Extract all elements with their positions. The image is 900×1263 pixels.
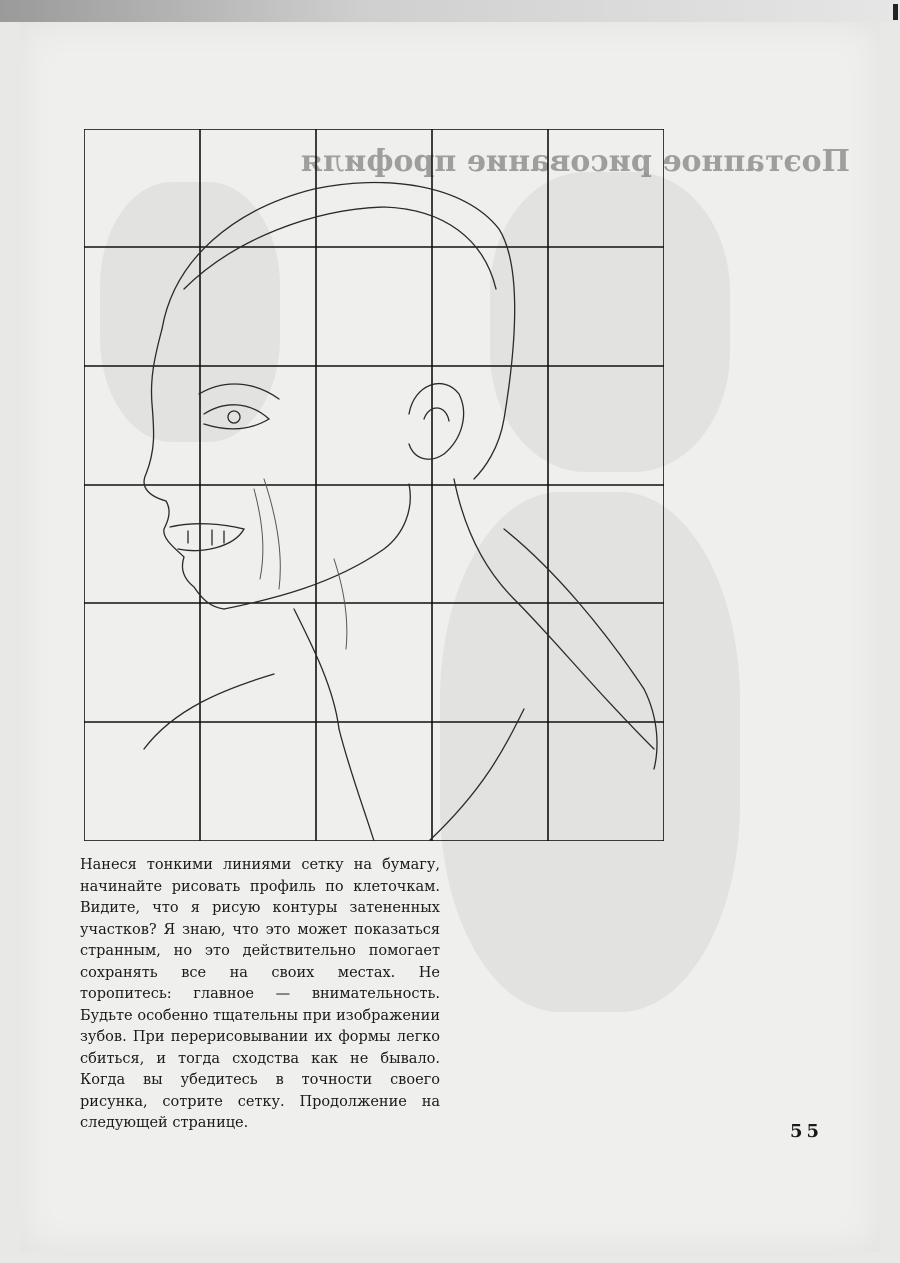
face-profile — [144, 329, 224, 609]
mouth — [170, 524, 244, 551]
body-paragraph: Нанеся тонкими линиями сетку на бумагу, начинайте рисовать профиль по клеточкам. Видите, что я рисую контуры затененных участков? Я знаю, что это может показаться странным, но это действительно помогает сохранять все на своих местах. Не торопитесь: главное — внимательность. Будьте особенно тщательны при изображении зубов. При перерисовывании их формы легко сбиться, и тогда сходства как не бывало. Когда вы убедитесь в точности своего рисунка, сотрите сетку. Продолжение на следующей странице. — [80, 857, 440, 1131]
eye — [204, 405, 269, 429]
page-number: 55 — [790, 1121, 824, 1142]
shoulder-left — [144, 674, 274, 749]
hair-line — [184, 207, 496, 289]
shading-strokes — [254, 479, 347, 649]
eyebrow — [199, 384, 279, 399]
head-outline — [162, 182, 515, 479]
iris — [228, 411, 240, 423]
bleed-through-heading: Поэтапное рисование профиля — [300, 144, 850, 179]
back-line — [429, 709, 524, 841]
chest-line — [339, 729, 374, 841]
scan-edge-mark — [893, 4, 898, 20]
hair-back — [504, 529, 657, 769]
profile-sketch — [84, 129, 664, 841]
drawing-grid — [84, 129, 664, 841]
ear-inner — [424, 408, 449, 421]
scan-shadow — [0, 0, 900, 22]
jaw-line — [224, 484, 410, 609]
teeth — [188, 530, 224, 545]
grid-profile-drawing — [84, 129, 664, 841]
neck-back — [454, 479, 654, 749]
pencil-lines — [144, 182, 657, 841]
ear — [409, 384, 464, 460]
